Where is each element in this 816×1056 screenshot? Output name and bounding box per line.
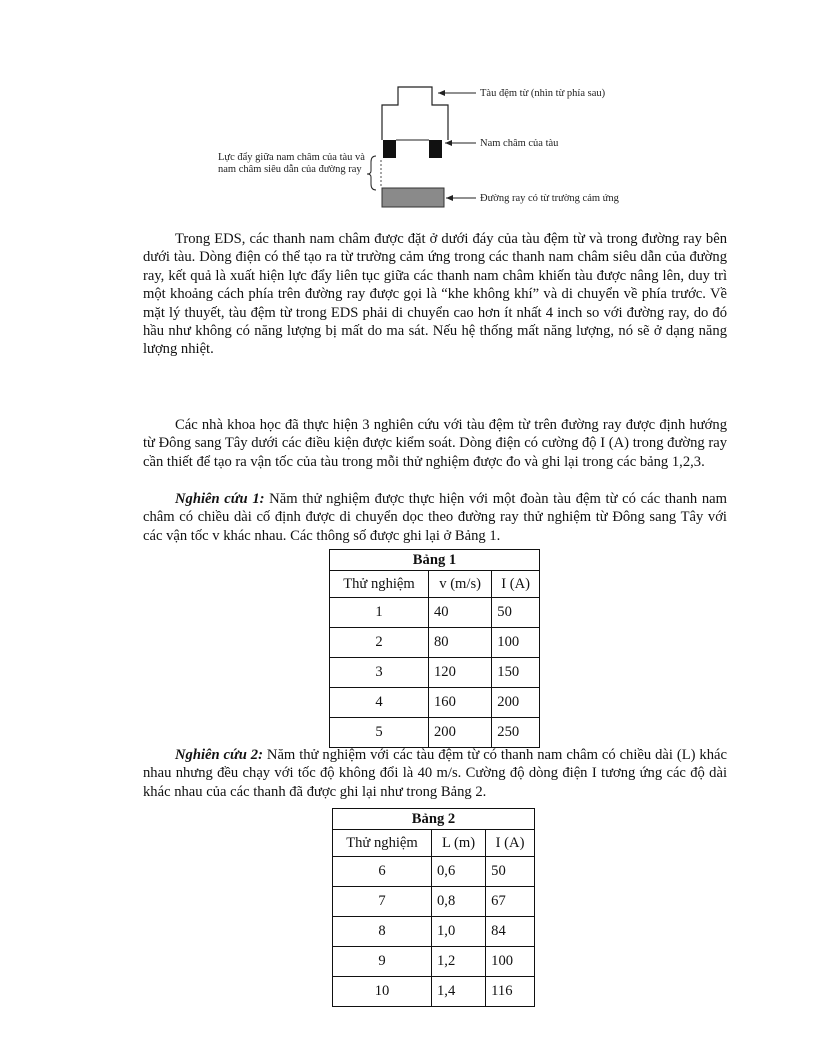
table-cell: 1,4 (432, 977, 486, 1007)
label-train-magnet: Nam châm của tàu (480, 138, 559, 149)
table-cell: 4 (330, 688, 429, 718)
paragraph-study-2 (143, 746, 727, 801)
table-cell: 200 (492, 688, 540, 718)
table-cell: 150 (492, 658, 540, 688)
table-cell: 0,6 (432, 857, 486, 887)
table-cell: 3 (330, 658, 429, 688)
table-1-header: Thử nghiệm (330, 571, 429, 598)
table-1 (329, 549, 540, 748)
table-cell: 40 (429, 598, 492, 628)
table-cell: 1,0 (432, 917, 486, 947)
paragraph-study-1 (143, 490, 727, 545)
table-cell: 100 (486, 947, 535, 977)
table-cell: 200 (429, 718, 492, 748)
table-2-header: Thử nghiệm (333, 830, 432, 857)
study-2-text: Năm thử nghiệm với các tàu đệm từ có thanh nam châm có chiều dài (L) khác nhau nhưng đều chạy với tốc độ không đổi là 40 m/s. Cường độ dòng điện I tương ứng các độ dài khác nhau của các thanh đã được ghi lại như trong Bảng 2. (143, 747, 727, 800)
table-cell: 50 (492, 598, 540, 628)
rail-block (382, 188, 444, 207)
table-row (333, 917, 535, 947)
table-cell: 8 (333, 917, 432, 947)
table-row (333, 977, 535, 1007)
table-row (333, 887, 535, 917)
table-cell: 50 (486, 857, 535, 887)
table-1-caption: Bảng 1 (330, 550, 540, 571)
table-cell: 250 (492, 718, 540, 748)
table-cell: 84 (486, 917, 535, 947)
table-cell: 116 (486, 977, 535, 1007)
table-row (333, 857, 535, 887)
arrowhead-rail (446, 195, 453, 201)
maglev-diagram (200, 80, 660, 220)
table-row (330, 658, 540, 688)
table-cell: 0,8 (432, 887, 486, 917)
table-row (333, 947, 535, 977)
table-cell: 5 (330, 718, 429, 748)
arrowhead-train (438, 90, 445, 96)
paragraph-studies-intro-text: Các nhà khoa học đã thực hiện 3 nghiên cứu với tàu đệm từ trên đường ray được định hướng từ Đông sang Tây dưới các điều kiện được kiểm soát. Dòng điện có cường độ I (A) trong đường ray cần thiết để tạo ra vận tốc của tàu trong mỗi thử nghiệm được đo và ghi lại trong các bảng 1,2,3. (143, 417, 727, 470)
study-2-title: Nghiên cứu 2: (175, 747, 263, 763)
table-cell: 1,2 (432, 947, 486, 977)
table-row (330, 718, 540, 748)
label-repulsive-force: Lực đẩy giữa nam châm của tàu và nam châm siêu dẫn của đường ray (218, 152, 365, 175)
table-cell: 160 (429, 688, 492, 718)
table-cell: 100 (492, 628, 540, 658)
train-magnet-left (383, 140, 396, 158)
label-rail: Đường ray có từ trường cảm ứng (480, 193, 619, 204)
table-cell: 120 (429, 658, 492, 688)
table-cell: 1 (330, 598, 429, 628)
paragraph-studies-intro (143, 416, 727, 471)
study-1-title: Nghiên cứu 1: (175, 491, 265, 507)
train-body-shape (382, 87, 448, 140)
label-train: Tàu đệm từ (nhìn từ phía sau) (480, 88, 606, 99)
table-cell: 80 (429, 628, 492, 658)
table-2-header: L (m) (432, 830, 486, 857)
paragraph-eds (143, 230, 727, 359)
table-cell: 7 (333, 887, 432, 917)
study-1-text: Năm thử nghiệm được thực hiện với một đoàn tàu đệm từ có các thanh nam châm có chiều dài cố định được di chuyển dọc theo đường ray thử nghiệm từ Đông sang Tây với các vận tốc v khác nhau. Các thông số được ghi lại ở Bảng 1. (143, 491, 727, 544)
table-row (330, 598, 540, 628)
table-cell: 67 (486, 887, 535, 917)
table-cell: 10 (333, 977, 432, 1007)
table-2-caption: Bảng 2 (333, 809, 535, 830)
table-1-header: v (m/s) (429, 571, 492, 598)
table-2 (332, 808, 535, 1007)
table-cell: 2 (330, 628, 429, 658)
table-row (330, 628, 540, 658)
paragraph-eds-text: Trong EDS, các thanh nam châm được đặt ở dưới đáy của tàu đệm từ và trong đường ray bên dưới tàu. Dòng điện có thể tạo ra từ trường cảm ứng trong các thanh nam châm siêu dẫn của đường ray, kết quả là xuất hiện lực đẩy liên tục giữa các thanh nam châm khiến tàu được nâng lên, duy trì một khoảng cách phía trên đường ray được gọi là “khe không khí” và di chuyển về phía trước. Về mặt lý thuyết, tàu đệm từ trong EDS phải di chuyển cao hơn ít nhất 4 inch so với đường ray, do đó hầu như không có năng lượng bị mất do ma sát. Nếu hệ thống mất năng lượng, nó sẽ ở dạng năng lượng nhiệt. (143, 231, 727, 358)
table-2-header: I (A) (486, 830, 535, 857)
train-magnet-right (429, 140, 442, 158)
arrowhead-magnet (445, 140, 452, 146)
table-cell: 9 (333, 947, 432, 977)
table-cell: 6 (333, 857, 432, 887)
table-row (330, 688, 540, 718)
table-1-header: I (A) (492, 571, 540, 598)
